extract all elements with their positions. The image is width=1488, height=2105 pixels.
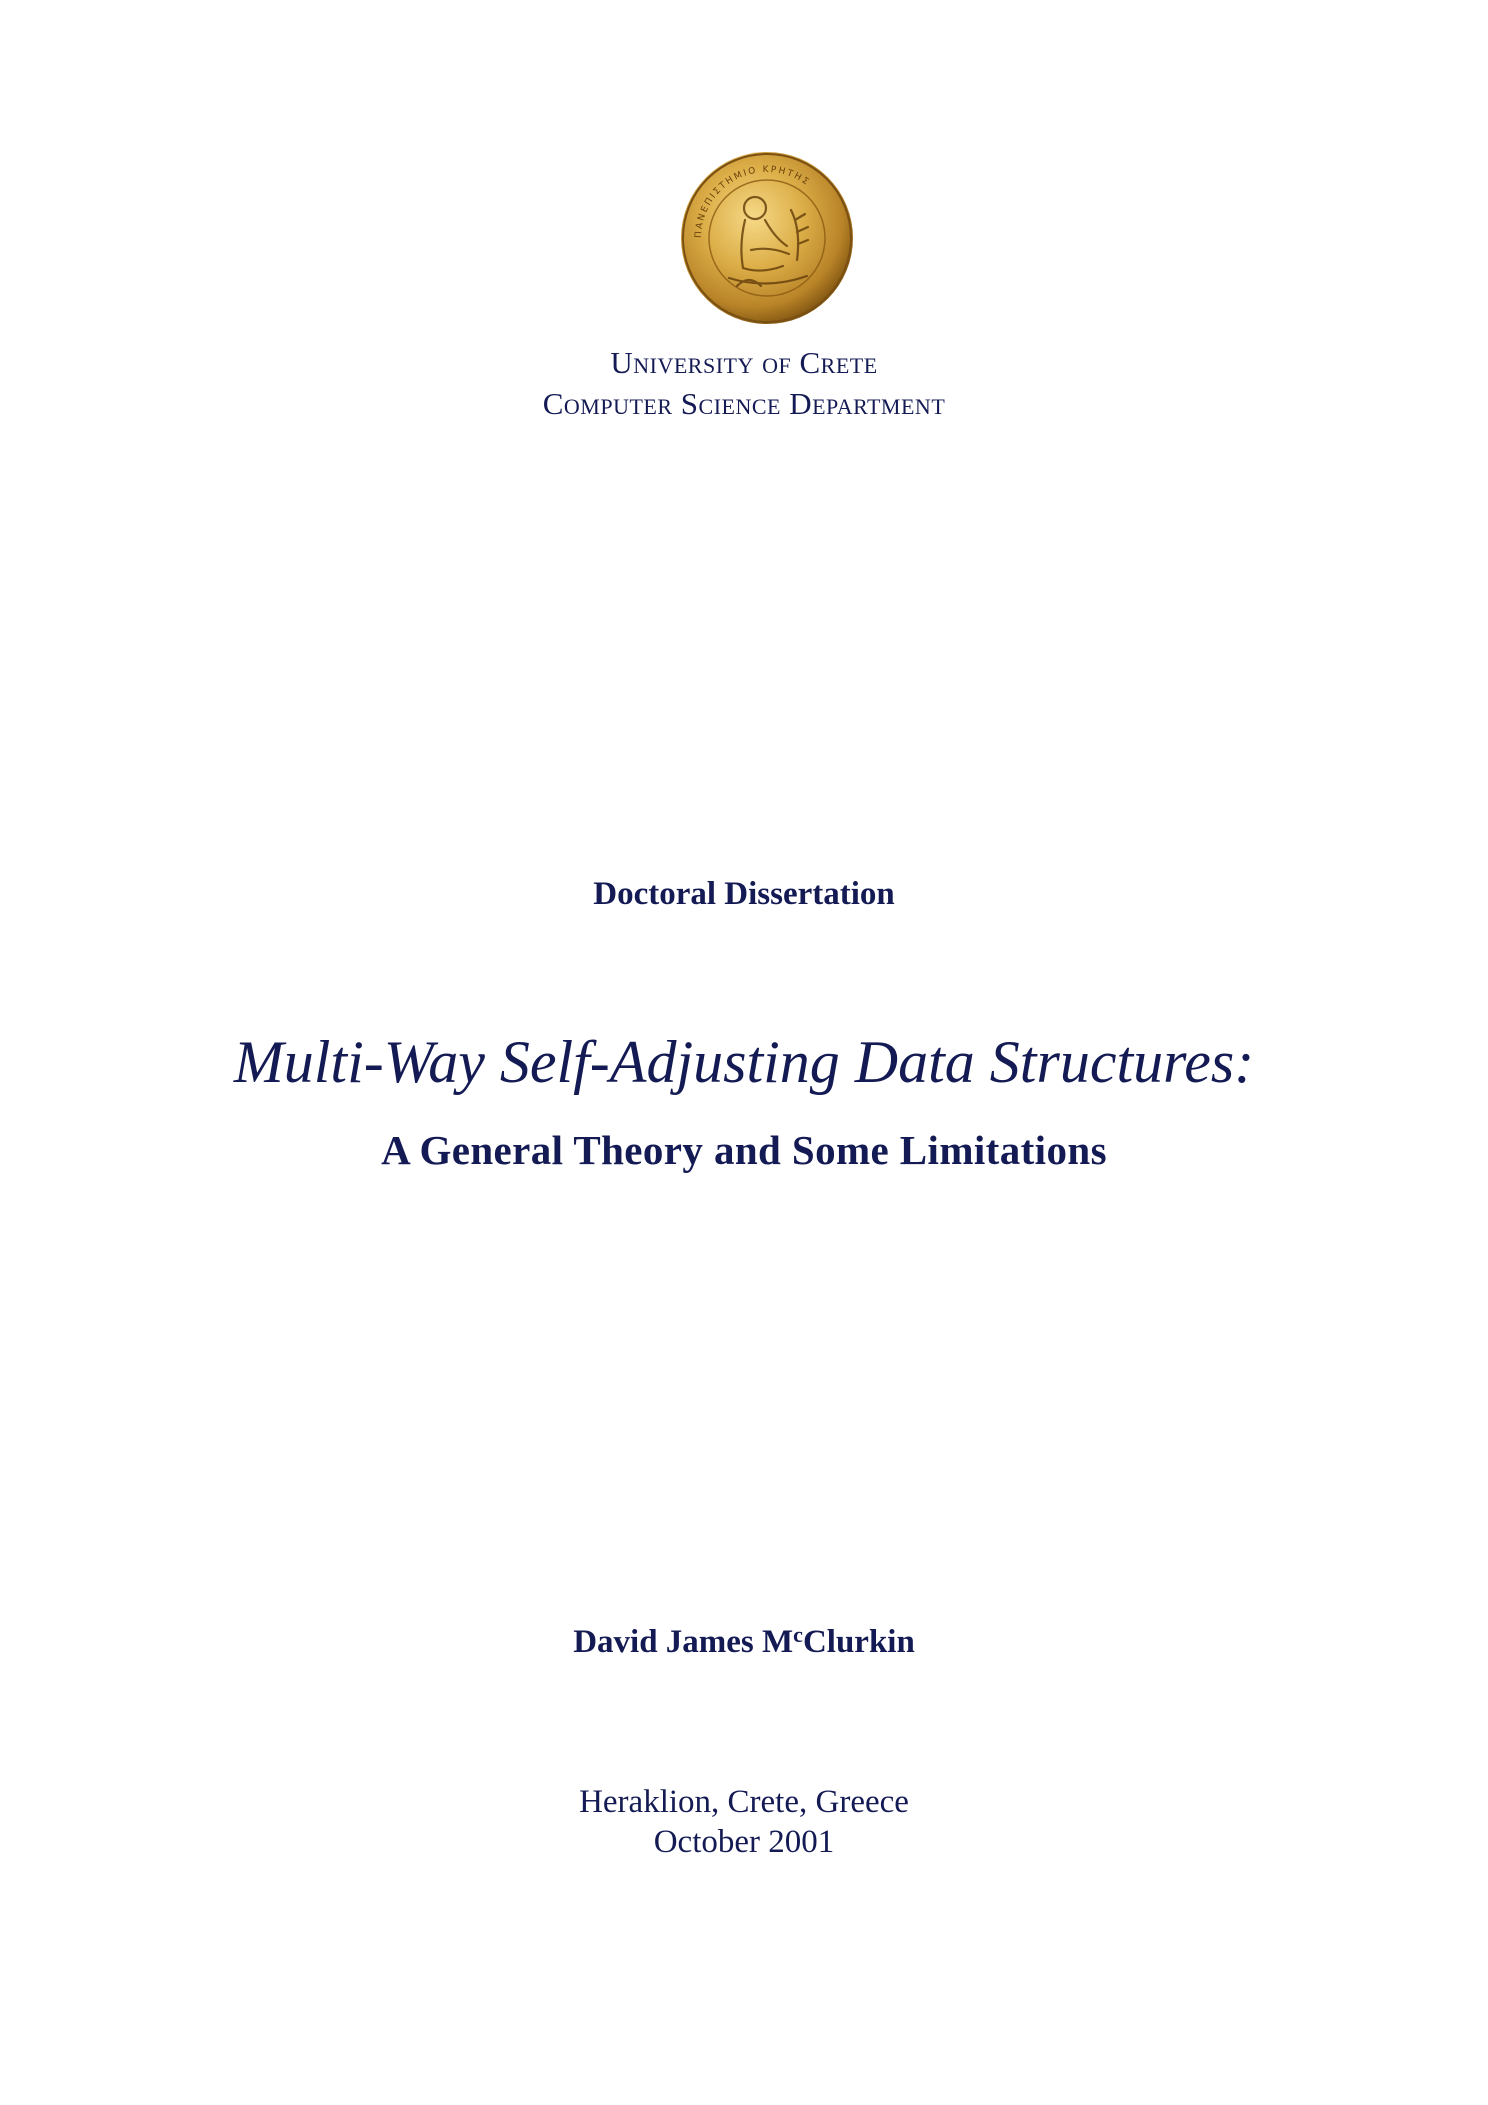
author-name-part-1: David James M bbox=[573, 1624, 794, 1660]
university-seal-icon bbox=[679, 150, 855, 326]
author-name bbox=[0, 1620, 1488, 1664]
university-name: University of Crete bbox=[610, 345, 878, 380]
dissertation-subtitle: A General Theory and Some Limitations bbox=[381, 1127, 1107, 1173]
date: October 2001 bbox=[653, 1824, 835, 1860]
location: Heraklion, Crete, Greece bbox=[579, 1784, 909, 1820]
department-name: Computer Science Department bbox=[542, 386, 946, 421]
dissertation-title: Multi-Way Self-Adjusting Data Structures: bbox=[233, 1029, 1255, 1095]
svg-text:ΠΑΝΕΠΙΣΤΗΜΙΟ ΚΡΗΤΗΣ: ΠΑΝΕΠΙΣΤΗΜΙΟ ΚΡΗΤΗΣ bbox=[693, 164, 812, 239]
document-type-label: Doctoral Dissertation bbox=[593, 876, 895, 912]
author-name-superscript: c bbox=[793, 1622, 803, 1647]
author-name-part-2: Clurkin bbox=[802, 1624, 915, 1660]
